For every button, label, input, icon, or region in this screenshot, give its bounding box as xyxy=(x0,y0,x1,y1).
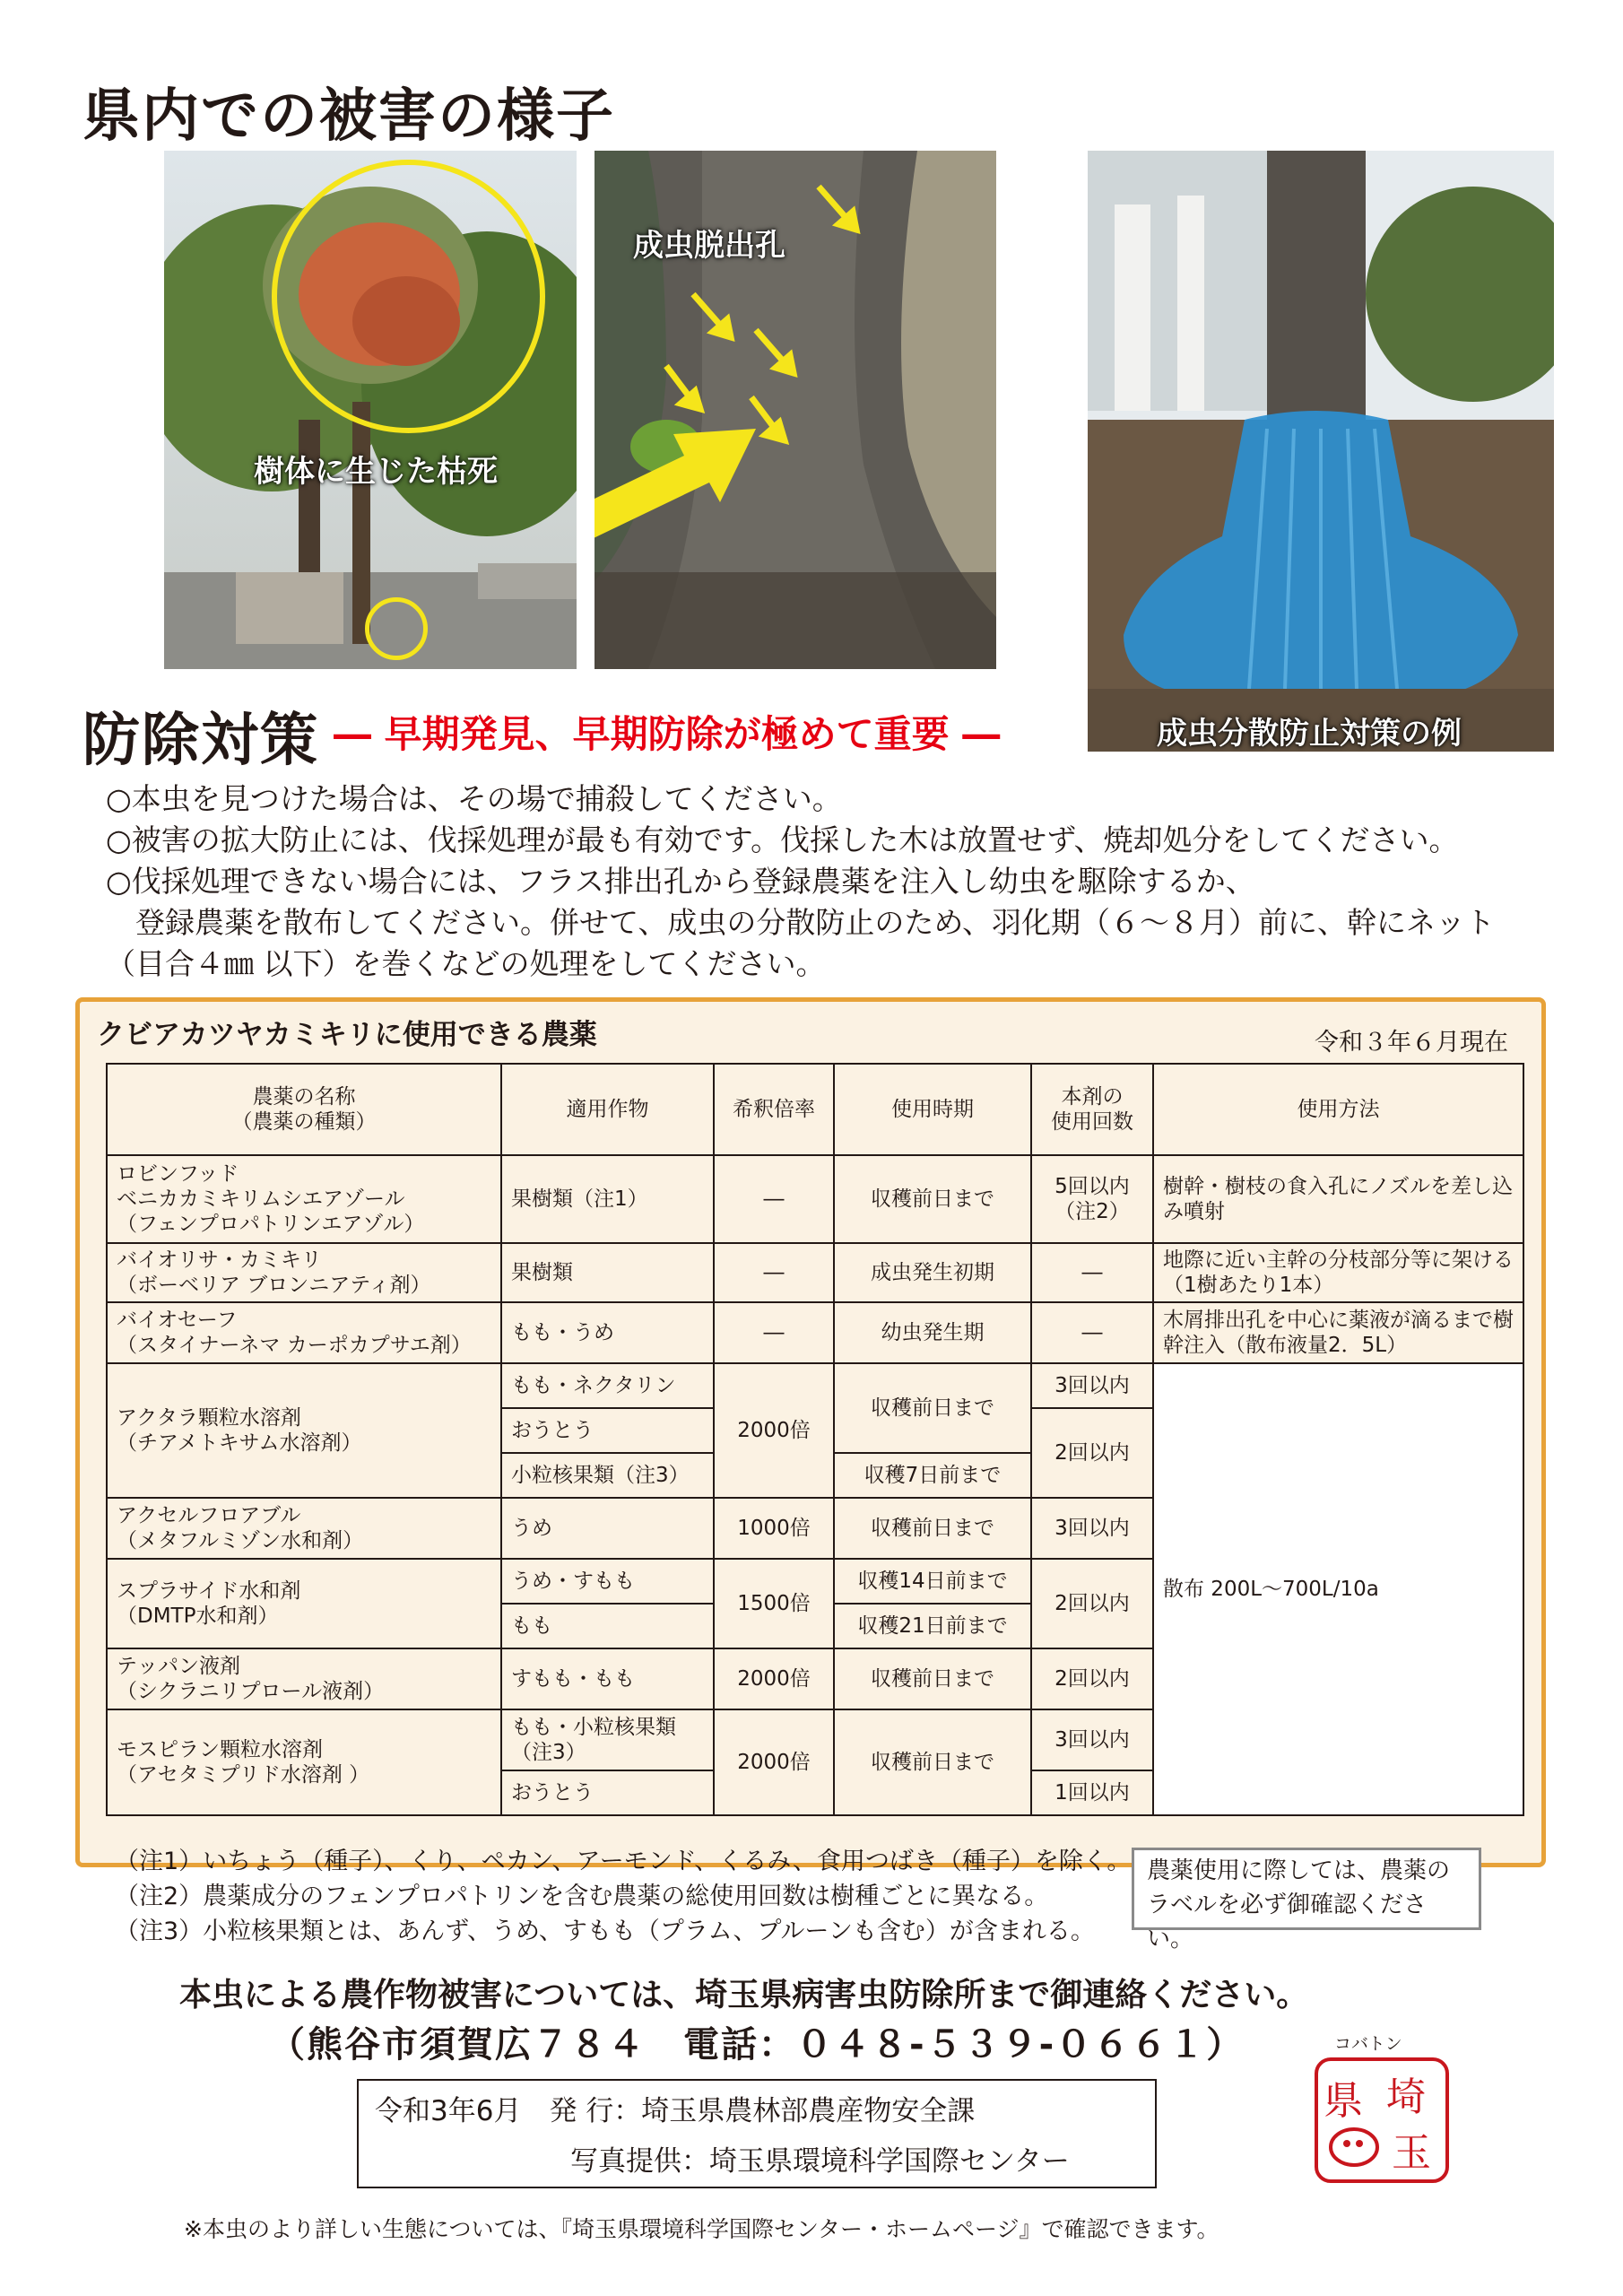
table-row xyxy=(107,1363,1523,1408)
pesticide-name: バイオリサ・カミキリ （ボーベリア ブロンニアティ剤） xyxy=(107,1243,501,1302)
note-item: （注2）農薬成分のフェンプロパトリンを含む農薬の総使用回数は樹種ごとに異なる。 xyxy=(115,1883,1049,1910)
crop-cell: おうとう xyxy=(501,1770,714,1815)
photo-credit-line: 写真提供：埼玉県環境科学国際センター xyxy=(570,2145,1070,2178)
photo-net-example xyxy=(1088,151,1554,752)
pesticide-name: アクセルフロアブル （メタフルミゾン水和剤） xyxy=(107,1498,501,1559)
dilution-cell: 2000倍 xyxy=(714,1709,834,1815)
header-crop: 適用作物 xyxy=(501,1064,714,1155)
damage-section-title: 県内での被害の様子 xyxy=(82,83,615,150)
crop-cell: 果樹類 xyxy=(501,1243,714,1302)
crop-cell: もも・ネクタリン xyxy=(501,1363,714,1408)
seal-char: 県 xyxy=(1324,2078,1363,2124)
count-cell: ― xyxy=(1031,1243,1153,1302)
timing-cell: 収穫前日まで xyxy=(834,1155,1031,1243)
pesticide-table xyxy=(106,1063,1524,1816)
timing-cell: 収穫前日まで xyxy=(834,1363,1031,1453)
bullet-item: ○本虫を見つけた場合は、その場で捕殺してください。 xyxy=(106,781,842,816)
timing-cell: 収穫前日まで xyxy=(834,1498,1031,1559)
crop-cell: うめ・すもも xyxy=(501,1559,714,1604)
pesticide-name: テッパン液剤 （シクラニリプロール液剤） xyxy=(107,1648,501,1709)
bullet-item: 登録農薬を散布してください。併せて、成虫の分散防止のため、羽化期（６～８月）前に、幹にネット xyxy=(106,905,1496,940)
dilution-cell: 2000倍 xyxy=(714,1363,834,1498)
dilution-cell: ― xyxy=(714,1155,834,1243)
caption-exit-hole: 成虫脱出孔 xyxy=(633,228,785,264)
mascot-name: コバトン xyxy=(1334,2034,1402,2054)
seal-char: 玉 xyxy=(1392,2130,1431,2176)
method-cell: 木屑排出孔を中心に薬液が滴るまで樹幹注入（散布液量2．5L） xyxy=(1153,1302,1523,1363)
header-dilution: 希釈倍率 xyxy=(714,1064,834,1155)
count-cell: 2回以内 xyxy=(1031,1648,1153,1709)
pesticide-name: ロビンフッド ベニカカミキリムシエアゾール （フェンプロパトリンエアゾル） xyxy=(107,1155,501,1243)
bullet-item: ○伐採処理できない場合には、フラス排出孔から登録農薬を注入し幼虫を駆除するか、 xyxy=(106,864,1255,899)
method-cell: 地際に近い主幹の分枝部分等に架ける（1樹あたり1本） xyxy=(1153,1243,1523,1302)
dieback-highlight-circle xyxy=(272,160,545,433)
bullet-item: ○被害の拡大防止には、伐採処理が最も有効です。伐採した木は放置せず、焼却処分をしてください。 xyxy=(106,822,1459,857)
pesticide-name: モスピラン顆粒水溶剤 （アセタミプリド水溶剤 ） xyxy=(107,1709,501,1815)
note-item: （注3）小粒核果類とは、あんず、うめ、すもも（プラム、プルーンも含む）が含まれる。 xyxy=(115,1918,1095,1945)
dilution-cell: ― xyxy=(714,1243,834,1302)
method-cell: 樹幹・樹枝の食入孔にノズルを差し込み噴射 xyxy=(1153,1155,1523,1243)
table-row xyxy=(107,1155,1523,1243)
pesticide-table-title: クビアカツヤカミキリに使用できる農薬 xyxy=(97,1019,597,1051)
label-check-notice: 農薬使用に際しては、農薬の ラベルを必ず御確認ください。 xyxy=(1132,1848,1481,1930)
timing-cell: 収穫14日前まで xyxy=(834,1559,1031,1604)
count-cell: 3回以内 xyxy=(1031,1709,1153,1770)
header-timing: 使用時期 xyxy=(834,1064,1031,1155)
count-cell: 3回以内 xyxy=(1031,1363,1153,1408)
count-cell: 2回以内 xyxy=(1031,1408,1153,1498)
count-cell: 2回以内 xyxy=(1031,1559,1153,1648)
timing-cell: 収穫7日前まで xyxy=(834,1453,1031,1498)
pesticide-table-date: 令和３年６月現在 xyxy=(1315,1029,1508,1057)
bullet-item: （目合４㎜ 以下）を巻くなどの処理をしてください。 xyxy=(106,946,826,981)
crop-cell: おうとう xyxy=(501,1408,714,1453)
control-subtitle: ― 早期発見、早期防除が極めて重要 ― xyxy=(334,712,1001,756)
dilution-cell: 1000倍 xyxy=(714,1498,834,1559)
reference-note: ※本虫のより詳しい生態については、『埼玉県環境科学国際センター・ホームページ』で確認できます。 xyxy=(184,2216,1219,2242)
count-cell: ― xyxy=(1031,1302,1153,1363)
crop-cell: 小粒核果類（注3） xyxy=(501,1453,714,1498)
timing-cell: 収穫前日まで xyxy=(834,1709,1031,1815)
crop-cell: すもも・もも xyxy=(501,1648,714,1709)
timing-cell: 成虫発生初期 xyxy=(834,1243,1031,1302)
issuer-line: 令和3年6月 発 行：埼玉県農林部農産物安全課 xyxy=(375,2095,976,2127)
crop-cell: もも・うめ xyxy=(501,1302,714,1363)
count-cell: 3回以内 xyxy=(1031,1498,1153,1559)
header-method: 使用方法 xyxy=(1153,1064,1523,1155)
timing-cell: 収穫前日まで xyxy=(834,1648,1031,1709)
timing-cell: 幼虫発生期 xyxy=(834,1302,1031,1363)
caption-net: 成虫分散防止対策の例 xyxy=(1157,716,1462,752)
header-name: 農薬の名称 （農薬の種類） xyxy=(107,1064,501,1155)
caption-dieback: 樹体に生じた枯死 xyxy=(254,454,498,490)
trunk-highlight-circle xyxy=(365,597,428,660)
photo-dieback-tree xyxy=(164,151,577,669)
table-row xyxy=(107,1243,1523,1302)
contact-line: 本虫による農作物被害については、埼玉県病害虫防除所まで御連絡ください。 xyxy=(179,1977,1309,2013)
method-spray-cell: 散布 200L～700L/10a xyxy=(1153,1363,1523,1815)
crop-cell: もも xyxy=(501,1604,714,1648)
prefecture-seal-stamp xyxy=(1315,2057,1449,2183)
note-item: （注1）いちょう（種子）、くり、ペカン、アーモンド、くるみ、食用つばき（種子）を除く。 xyxy=(115,1848,1132,1875)
timing-cell: 収穫21日前まで xyxy=(834,1604,1031,1648)
crop-cell: 果樹類（注1） xyxy=(501,1155,714,1243)
crop-cell: もも・小粒核果類（注3） xyxy=(501,1709,714,1770)
count-cell: 5回以内 （注2） xyxy=(1031,1155,1153,1243)
control-section-title: 防除対策 xyxy=(82,708,319,774)
header-count: 本剤の 使用回数 xyxy=(1031,1064,1153,1155)
pesticide-notes xyxy=(115,1844,1131,1949)
seal-char: 埼 xyxy=(1386,2074,1426,2120)
dilution-cell: 1500倍 xyxy=(714,1559,834,1648)
control-bullets xyxy=(106,778,1541,985)
pesticide-name: バイオセーフ （スタイナーネマ カーポカプサエ剤） xyxy=(107,1302,501,1363)
table-row xyxy=(107,1302,1523,1363)
pesticide-name: アクタラ顆粒水溶剤 （チアメトキサム水溶剤） xyxy=(107,1363,501,1498)
count-cell: 1回以内 xyxy=(1031,1770,1153,1815)
pesticide-name: スプラサイド水和剤 （DMTP水和剤） xyxy=(107,1559,501,1648)
contact-address-phone: （熊谷市須賀広７８４ 電話：０４８-５３９-０６６１） xyxy=(269,2024,1245,2066)
dilution-cell: 2000倍 xyxy=(714,1648,834,1709)
table-header-row xyxy=(107,1064,1523,1155)
crop-cell: うめ xyxy=(501,1498,714,1559)
dilution-cell: ― xyxy=(714,1302,834,1363)
